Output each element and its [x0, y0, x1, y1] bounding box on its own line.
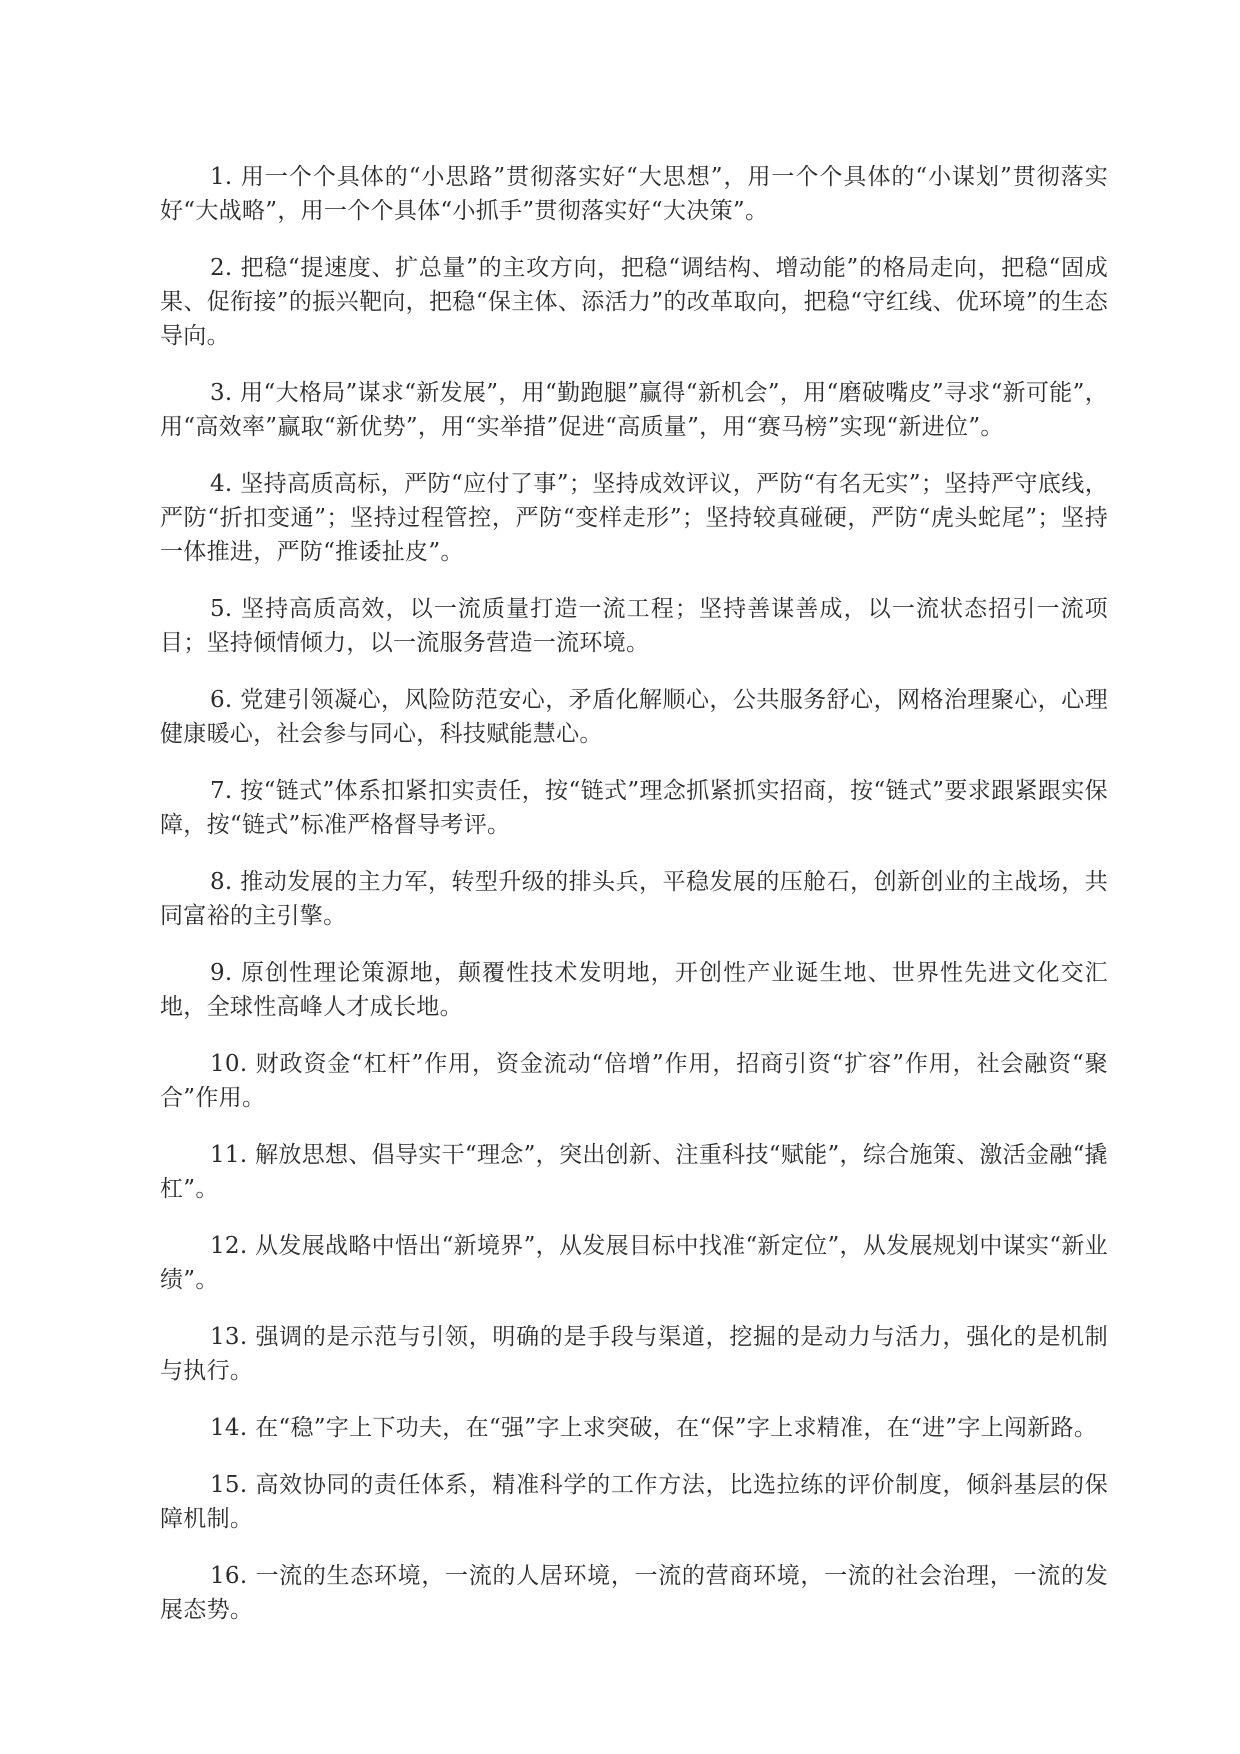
paragraph-11: 11. 解放思想、倡导实干“理念”，突出创新、注重科技“赋能”，综合施策、激活金融“撬杠”。	[160, 1142, 1108, 1202]
paragraph-2: 2. 把稳“提速度、扩总量”的主攻方向，把稳“调结构、增动能”的格局走向，把稳“固成果、促衔接”的振兴靶向，把稳“保主体、添活力”的改革取向，把稳“守红线、优环境”的生态导向。	[160, 255, 1108, 349]
paragraph-5: 5. 坚持高质高效，以一流质量打造一流工程；坚持善谋善成，以一流状态招引一流项目；坚持倾情倾力，以一流服务营造一流环境。	[160, 596, 1108, 656]
document-body	[160, 160, 1108, 1650]
paragraph-6: 6. 党建引领凝心，风险防范安心，矛盾化解顺心，公共服务舒心，网格治理聚心，心理健康暖心，社会参与同心，科技赋能慧心。	[160, 687, 1108, 747]
paragraph-14: 14. 在“稳”字上下功夫，在“强”字上求突破，在“保”字上求精准，在“进”字上闯新路。	[210, 1415, 1098, 1441]
paragraph-9: 9. 原创性理论策源地，颠覆性技术发明地，开创性产业诞生地、世界性先进文化交汇地，全球性高峰人才成长地。	[160, 960, 1108, 1020]
paragraph-16: 16. 一流的生态环境，一流的人居环境，一流的营商环境，一流的社会治理，一流的发展态势。	[160, 1563, 1108, 1623]
paragraph-10: 10. 财政资金“杠杆”作用，资金流动“倍增”作用，招商引资“扩容”作用，社会融资“聚合”作用。	[160, 1051, 1108, 1111]
paragraph-8: 8. 推动发展的主力军，转型升级的排头兵，平稳发展的压舱石，创新创业的主战场，共同富裕的主引擎。	[160, 869, 1108, 929]
paragraph-13: 13. 强调的是示范与引领，明确的是手段与渠道，挖掘的是动力与活力，强化的是机制与执行。	[160, 1324, 1108, 1384]
paragraph-7: 7. 按“链式”体系扣紧扣实责任，按“链式”理念抓紧抓实招商，按“链式”要求跟紧跟实保障，按“链式”标准严格督导考评。	[160, 778, 1108, 838]
paragraph-12: 12. 从发展战略中悟出“新境界”，从发展目标中找准“新定位”，从发展规划中谋实“新业绩”。	[160, 1233, 1108, 1293]
paragraph-4: 4. 坚持高质高标，严防“应付了事”；坚持成效评议，严防“有名无实”；坚持严守底线，严防“折扣变通”；坚持过程管控，严防“变样走形”；坚持较真碰硬，严防“虎头蛇尾”；坚持一体推进，严防“推诿扯皮”。	[160, 471, 1108, 565]
paragraph-3: 3. 用“大格局”谋求“新发展”，用“勤跑腿”赢得“新机会”，用“磨破嘴皮”寻求“新可能”，用“高效率”赢取“新优势”，用“实举措”促进“高质量”，用“赛马榜”实现“新进位”。	[160, 380, 1108, 440]
paragraph-15: 15. 高效协同的责任体系，精准科学的工作方法，比选拉练的评价制度，倾斜基层的保障机制。	[160, 1472, 1108, 1532]
paragraph-1: 1. 用一个个具体的“小思路”贯彻落实好“大思想”，用一个个具体的“小谋划”贯彻落实好“大战略”，用一个个具体“小抓手”贯彻落实好“大决策”。	[160, 164, 1108, 224]
